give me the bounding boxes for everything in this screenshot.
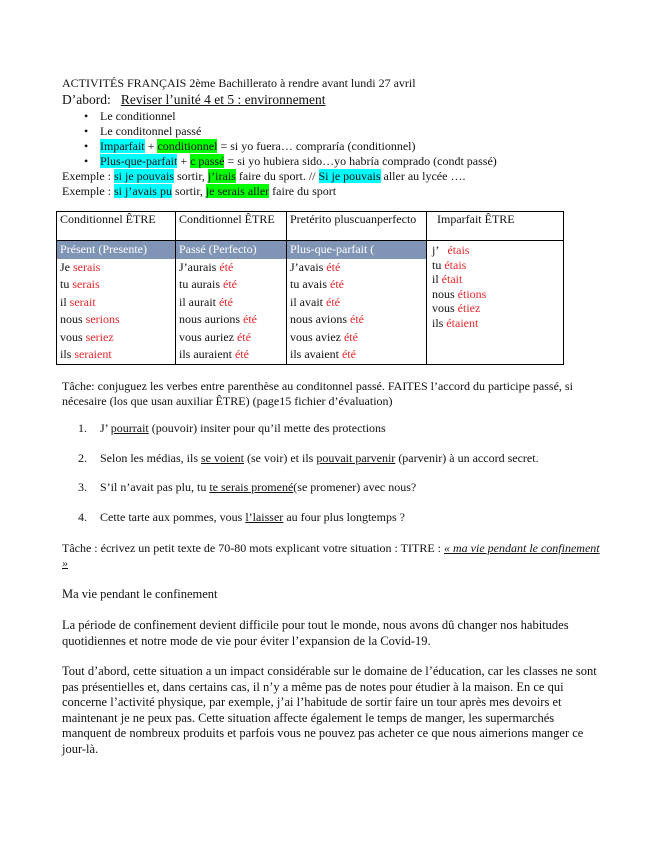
- auxiliary: vous aviez: [290, 329, 344, 344]
- table-cell: [427, 241, 564, 365]
- table-row: [176, 259, 286, 277]
- bullet-item: [84, 109, 602, 124]
- document-page: [60, 76, 602, 756]
- pronoun: il: [432, 272, 442, 286]
- item-text: Selon les médias, ils: [100, 450, 201, 465]
- conjugation-table: [56, 211, 564, 365]
- list-item: [62, 510, 539, 540]
- table-header: Imparfait ÊTRE: [427, 212, 564, 241]
- table-row: [432, 287, 558, 302]
- list-item: [62, 421, 539, 451]
- table-row: [287, 294, 426, 312]
- table-row: [176, 329, 286, 347]
- example-line-2: [62, 184, 602, 199]
- participle: été: [236, 329, 251, 344]
- table-row: [287, 346, 426, 364]
- participle: été: [343, 329, 358, 344]
- item-number: 4.: [78, 509, 87, 524]
- verb-form: serais: [73, 259, 101, 274]
- example-text: aller au lycée ….: [380, 169, 466, 183]
- table-row: [287, 329, 426, 347]
- participle: été: [219, 259, 234, 274]
- intro-line: [62, 92, 602, 107]
- auxiliary: tu avais: [290, 277, 330, 291]
- verb-form: serions: [85, 312, 120, 326]
- verb-form: serais: [72, 277, 100, 291]
- auxiliary: J’aurais: [179, 259, 220, 274]
- essay-title: Ma vie pendant le confinement: [62, 587, 218, 601]
- participle: été: [330, 277, 344, 291]
- answer-text: pourrait: [110, 421, 149, 435]
- column-title: Passé (Perfecto): [176, 241, 286, 259]
- bullet-text: Le conditionnel: [100, 109, 176, 123]
- table-row: [176, 311, 286, 329]
- auxiliary: ils avaient: [290, 347, 342, 361]
- table-row: [432, 301, 558, 316]
- highlight-cyan: si je pouvais: [113, 169, 174, 183]
- example-text: sortir,: [173, 169, 208, 183]
- example-label: Exemple :: [62, 169, 114, 183]
- table-row: [176, 276, 286, 294]
- auxiliary: J’avais: [290, 259, 327, 274]
- item-text: Cette tarte aux pommes, vous: [100, 509, 246, 524]
- verb-form: étais: [444, 257, 467, 272]
- pronoun: il: [60, 294, 70, 309]
- table-row: [432, 316, 558, 331]
- pronoun: nous: [60, 312, 86, 326]
- pronoun: ils: [432, 315, 447, 330]
- verb-form: seraient: [74, 347, 112, 361]
- table-cell: [287, 241, 427, 365]
- table-header: Conditionnel ÊTRE: [176, 212, 287, 241]
- list-item: [62, 451, 539, 481]
- table-row: [287, 259, 426, 277]
- example-text: faire du sport: [269, 184, 337, 198]
- answer-text: se voient: [201, 450, 244, 465]
- table-row: [57, 259, 175, 277]
- highlight-cyan: si j’avais pu: [113, 184, 172, 198]
- highlight-cyan: Si je pouvais: [318, 169, 381, 183]
- highlight-imparfait: Imparfait: [100, 139, 145, 153]
- participle: été: [341, 347, 356, 361]
- table-row: [57, 329, 175, 347]
- participle: été: [326, 294, 340, 309]
- pronoun: nous: [432, 286, 458, 301]
- auxiliary: nous avions: [290, 312, 350, 326]
- table-cell: [57, 241, 176, 365]
- answer-text: l’laisser: [245, 509, 284, 524]
- participle: été: [350, 312, 364, 326]
- table-row: [57, 294, 175, 312]
- dabord-label: D’abord:: [62, 92, 111, 107]
- pronoun: j’: [432, 243, 448, 257]
- auxiliary: nous aurions: [179, 312, 243, 326]
- list-item: [62, 480, 539, 510]
- essay-paragraph-2: Tout d’abord, cette situation a un impact considérable sur le domaine de l’éducation, car les classes ne sont pas présentielles et, dans certains cas, il n’y a même pas de notes pour étudier à la maison. En ce qui concerne l’activité physique, par exemple, j’ai l’habitude de sortir faire un tour après mes devoirs et maintenant je ne peux pas. Cette situation affecte également le temps de manger, les supermarchés manquent de nombreux produits et parfois vous ne pouvez pas acheter ce que nous aimerions manger ce jour-là.: [62, 664, 597, 756]
- bullet-text: = si yo hubiera sido…yo habría comprado (condt passé): [224, 154, 497, 168]
- item-text: (parvenir) à un accord secret.: [395, 450, 539, 465]
- table-row: [432, 258, 558, 273]
- auxiliary: ils auraient: [179, 347, 235, 361]
- bullet-item: [84, 154, 602, 169]
- participle: été: [234, 347, 249, 361]
- verb-form: étaient: [446, 315, 479, 330]
- table-cell: [176, 241, 287, 365]
- auxiliary: il avait: [290, 294, 326, 309]
- highlight-plus-que-parfait: Plus-que-parfait: [100, 154, 178, 168]
- participle: été: [326, 259, 341, 274]
- auxiliary: il aurait: [179, 294, 219, 309]
- column-title: Plus-que-parfait (: [287, 241, 426, 259]
- table-row: [57, 311, 175, 329]
- table-row: [176, 294, 286, 312]
- pronoun: vous: [432, 301, 458, 315]
- task-1-instructions: Tâche: conjuguez les verbes entre parenthèse au conditonnel passé. FAITES l’accord du participe passé, si nécesaire (los que usan auxiliar ÊTRE) (page15 fichier d’évaluation): [62, 379, 573, 408]
- bullet-text: Le conditonnel passé: [100, 124, 202, 138]
- verb-form: serait: [69, 294, 96, 309]
- item-text: (se promener) avec nous?: [293, 480, 417, 494]
- verb-form: étions: [457, 286, 487, 301]
- reviser-text: Reviser l’unité 4 et 5 : environnement: [120, 92, 326, 107]
- item-text: (pouvoir) insiter pour qu’il mette des protections: [148, 421, 386, 435]
- verb-form: étais: [447, 243, 470, 257]
- item-number: 1.: [78, 421, 87, 435]
- item-text: au four plus longtemps ?: [283, 509, 405, 524]
- item-number: 3.: [78, 480, 87, 494]
- essay-paragraph-1: La période de confinement devient difficile pour tout le monde, nous avons dû changer nos habitudes quotidiennes et notre mode de vie pour éviter l’expansion de la Covid-19.: [62, 618, 569, 648]
- table-row: [57, 346, 175, 364]
- answer-text: pouvait parvenir: [316, 450, 396, 465]
- table-header: Pretérito pluscuanperfecto: [287, 212, 427, 241]
- highlight-green: j’irais: [207, 169, 236, 183]
- example-line-1: [62, 169, 602, 184]
- plus-sign: +: [177, 154, 191, 168]
- verb-form: était: [441, 272, 463, 286]
- item-number: 2.: [78, 450, 87, 465]
- verb-form: seriez: [85, 329, 114, 344]
- item-text: (se voir) et ils: [244, 450, 317, 465]
- participle: été: [243, 312, 257, 326]
- participle: été: [223, 277, 237, 291]
- table-row: [432, 243, 558, 258]
- example-text: faire du sport. //: [235, 169, 319, 183]
- table-header: Conditionnel ÊTRE: [57, 212, 176, 241]
- answer-text: te serais promené: [209, 480, 294, 494]
- table-row: [176, 346, 286, 364]
- example-text: sortir,: [171, 184, 206, 198]
- column-title: Présent (Presente): [57, 241, 175, 259]
- participle: été: [218, 294, 233, 309]
- pronoun: ils: [60, 347, 75, 361]
- highlight-c-passe: c passé: [190, 154, 225, 168]
- table-row: [57, 276, 175, 294]
- bullet-item: [84, 124, 602, 139]
- bullet-item: [84, 139, 602, 154]
- table-row: [287, 311, 426, 329]
- pronoun: Je: [60, 259, 73, 274]
- bullet-text: = si yo fuera… compraría (conditionnel): [217, 139, 416, 153]
- table-row: [432, 272, 558, 287]
- pronoun: vous: [60, 329, 86, 344]
- task-2-instructions: [62, 541, 602, 571]
- table-row: [287, 276, 426, 294]
- item-text: J’: [100, 421, 111, 435]
- document-title: ACTIVITÉS FRANÇAIS 2ème Bachillerato à rendre avant lundi 27 avril: [62, 76, 416, 90]
- verb-form: étiez: [457, 301, 481, 315]
- item-text: S’il n’avait pas plu, tu: [100, 480, 210, 494]
- highlight-green: je serais aller: [205, 184, 270, 198]
- example-label: Exemple :: [62, 184, 114, 198]
- pronoun: tu: [60, 277, 73, 291]
- auxiliary: tu aurais: [179, 277, 223, 291]
- plus-sign: +: [144, 139, 158, 153]
- highlight-conditionnel: conditionnel: [157, 139, 218, 153]
- task-2-title: « ma vie pendant le confinement »: [62, 541, 600, 570]
- task-2-text: Tâche : écrivez un petit texte de 70-80 mots explicant votre situation : TITRE :: [62, 541, 444, 555]
- exercise-list: [62, 421, 539, 539]
- auxiliary: vous auriez: [179, 329, 237, 344]
- bullet-list: [62, 109, 602, 169]
- pronoun: tu: [432, 257, 445, 272]
